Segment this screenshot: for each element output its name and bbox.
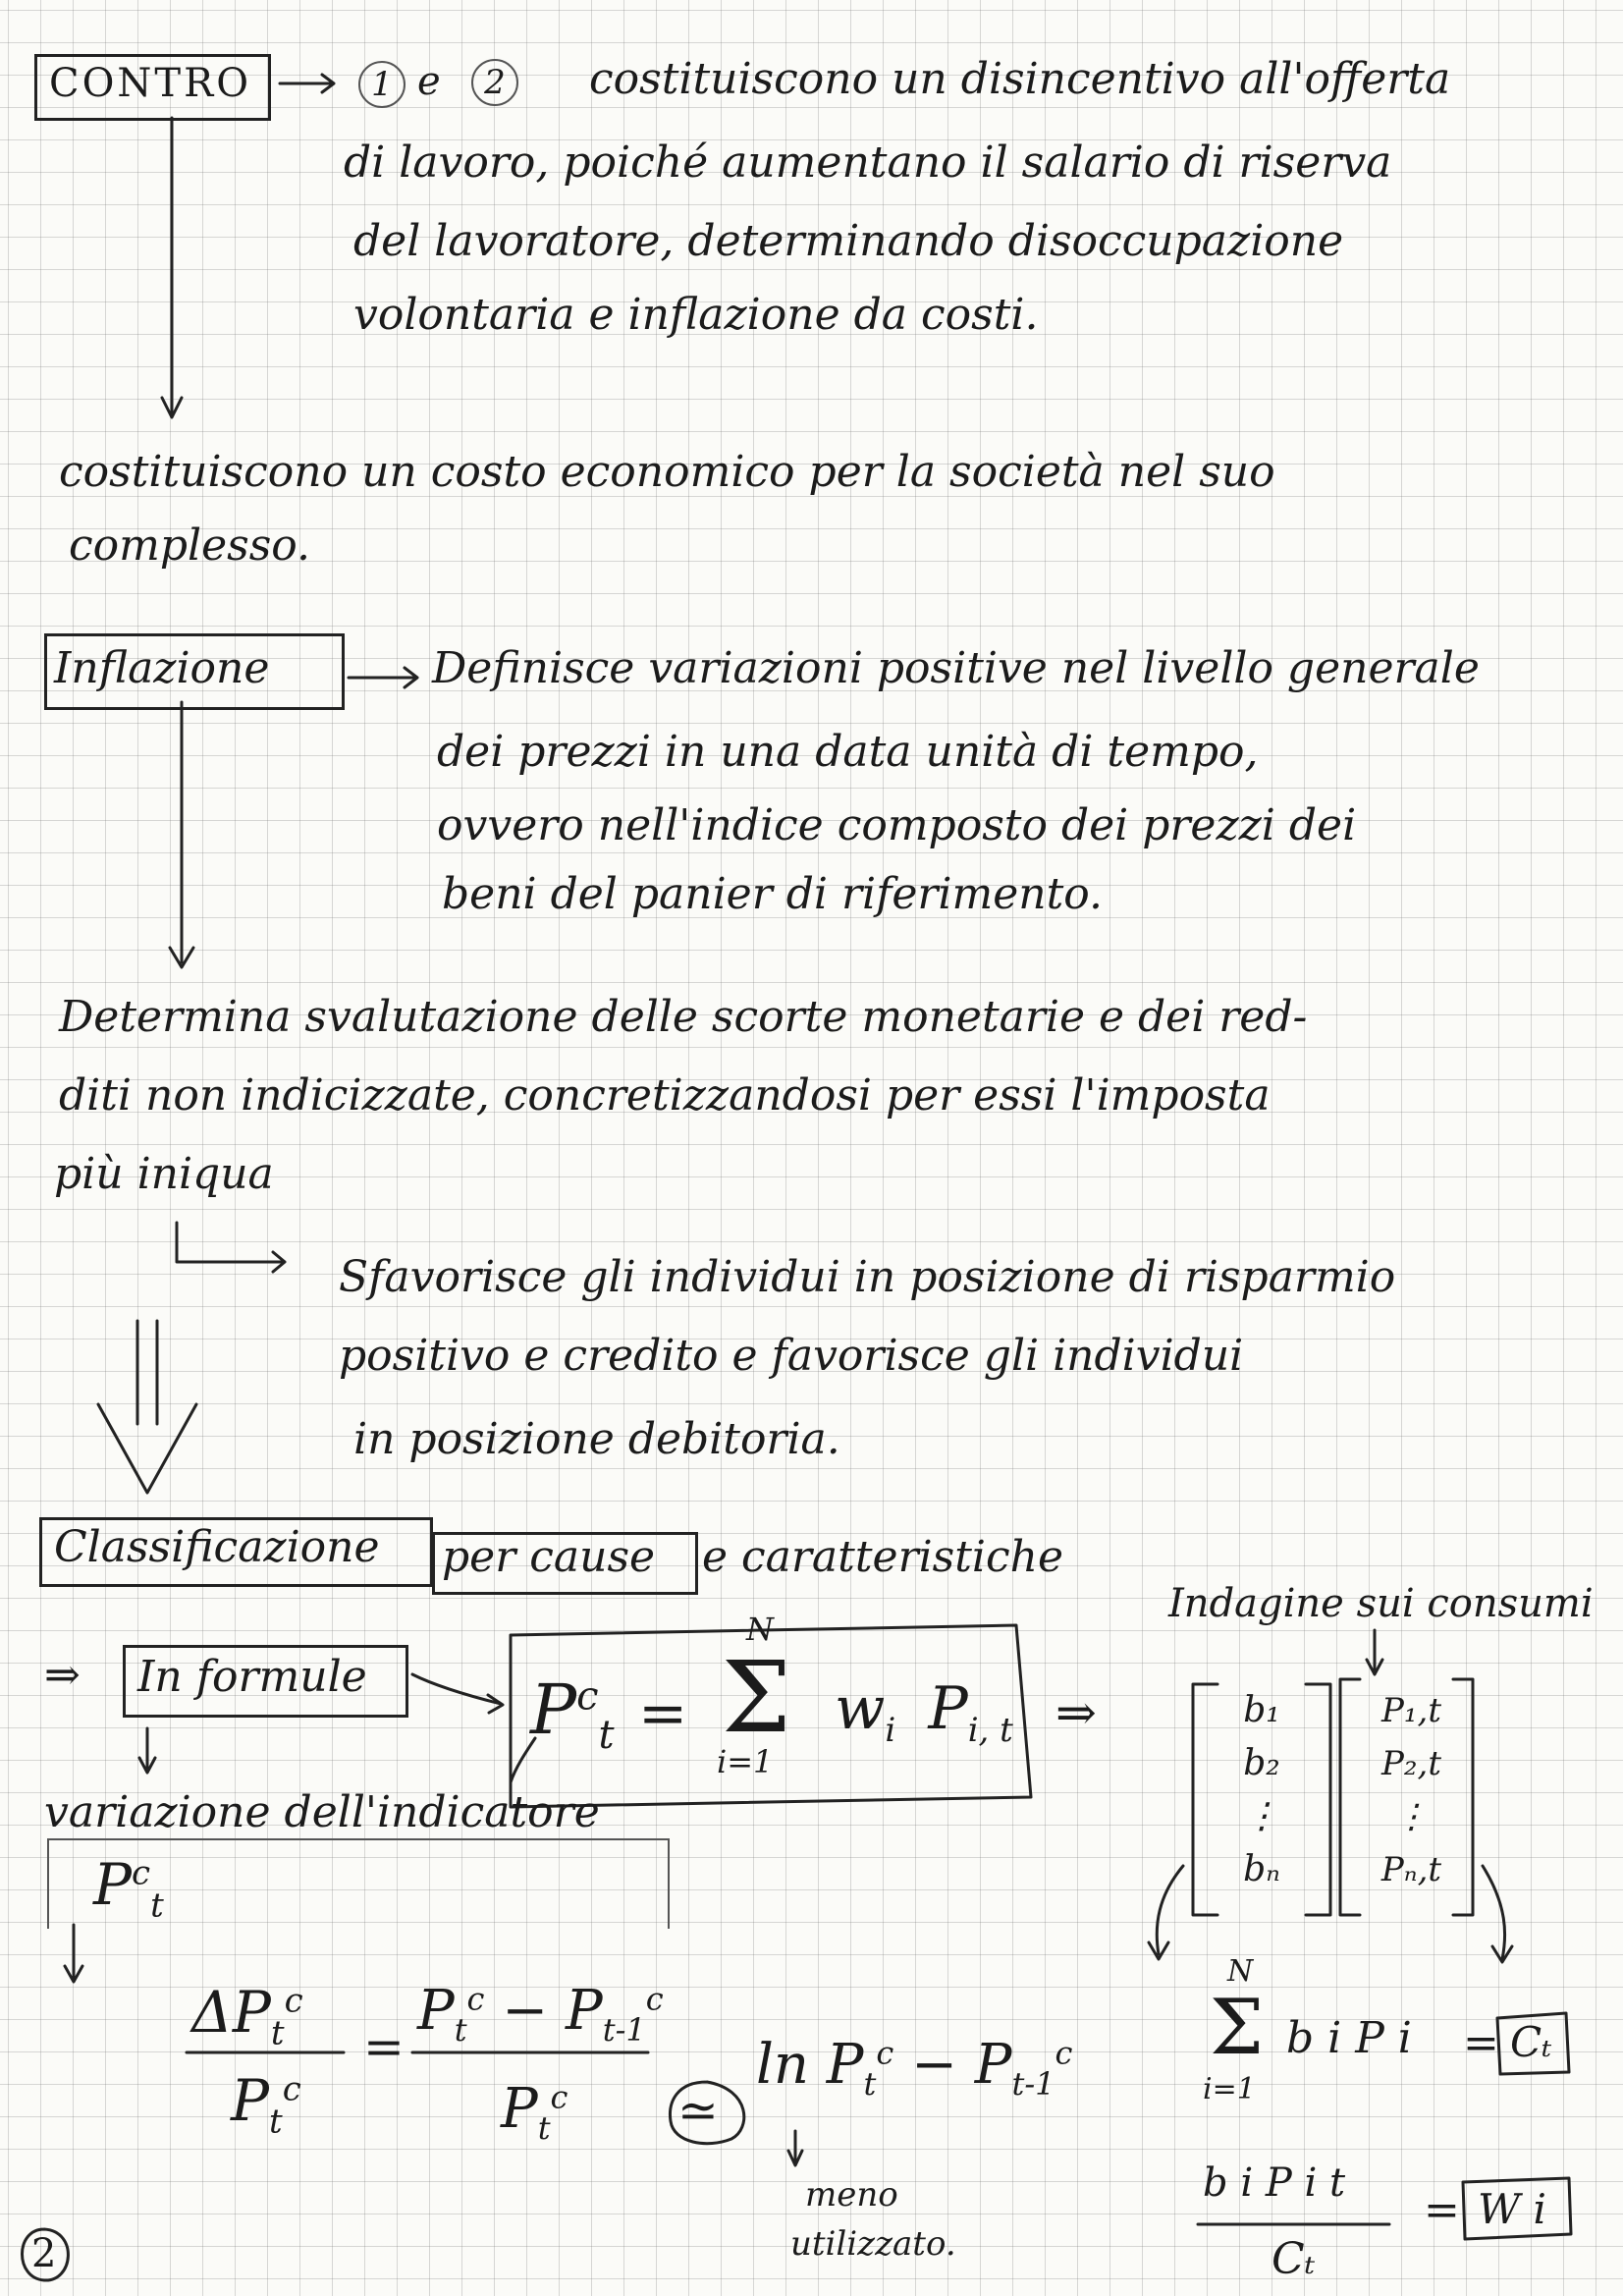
circled-one: 1 bbox=[358, 61, 406, 108]
diff-num-sup-a: c bbox=[466, 1980, 485, 2018]
diff-num-sub-a: t bbox=[454, 2011, 467, 2050]
log-sup-a: c bbox=[876, 2034, 894, 2072]
consequence-line-1: costituiscono un costo economico per la società nel suo bbox=[59, 447, 1275, 497]
vector-p-item-4: Pₙ,t bbox=[1380, 1850, 1442, 1889]
variazione-symbol-sub: t bbox=[150, 1886, 164, 1926]
delta-equals: = bbox=[363, 2018, 405, 2075]
log-sub-a: t bbox=[863, 2065, 877, 2104]
delta-denominator bbox=[231, 2067, 301, 2142]
vector-p bbox=[1365, 1684, 1458, 1896]
formula-sum-bottom: i=1 bbox=[717, 1743, 774, 1780]
contro-line-1: costituiscono un disincentivo all'offerta bbox=[589, 54, 1451, 104]
vector-p-item-3: ⋮ bbox=[1394, 1797, 1429, 1836]
vector-b-item-1: b₁ bbox=[1243, 1690, 1280, 1730]
weight-equals: = bbox=[1424, 2185, 1460, 2235]
inflazione-label: Inflazione bbox=[54, 643, 270, 693]
variazione-symbol-sup: c bbox=[132, 1853, 151, 1893]
favors-line-2: positivo e credito e favorisce gli individui bbox=[339, 1331, 1244, 1381]
formula-lhs-sub: t bbox=[598, 1713, 615, 1758]
delta-numerator bbox=[191, 1979, 303, 2053]
classificazione-rest: e caratteristiche bbox=[702, 1532, 1064, 1582]
contro-line-3: del lavoratore, determinando disoccupazione bbox=[353, 216, 1344, 266]
consequence-line-2: complesso. bbox=[69, 520, 310, 571]
diff-den-p: P bbox=[501, 2077, 538, 2141]
delta-den-sub: t bbox=[269, 2102, 283, 2142]
classificazione-label: Classificazione bbox=[54, 1522, 380, 1572]
formula-term bbox=[835, 1674, 1013, 1750]
weight-denominator: Cₜ bbox=[1271, 2234, 1316, 2284]
log-expression bbox=[756, 2033, 1072, 2103]
note-line-2: utilizzato. bbox=[790, 2224, 956, 2264]
diff-num-b: P bbox=[566, 1979, 603, 2043]
log-minus: − bbox=[911, 2033, 957, 2097]
favors-line-3: in posizione debitoria. bbox=[353, 1414, 840, 1464]
diff-num-sup-b: c bbox=[645, 1980, 664, 2018]
log-sup-b: c bbox=[1055, 2034, 1073, 2072]
connector-e: e bbox=[417, 59, 441, 104]
delta-num-symbol: ΔP bbox=[191, 1979, 271, 2046]
log-ln: ln P bbox=[756, 2033, 864, 2097]
variazione-label: variazione dell'indicatore bbox=[44, 1787, 600, 1837]
indagine-label: Indagine sui consumi bbox=[1168, 1581, 1594, 1626]
indagine-sum-bottom: i=1 bbox=[1203, 2072, 1256, 2106]
formula-equals: = bbox=[638, 1679, 688, 1748]
definition-line-3: ovvero nell'indice composto dei prezzi dei bbox=[437, 800, 1357, 850]
vector-p-item-2: P₂,t bbox=[1381, 1744, 1441, 1783]
formule-label: In formule bbox=[137, 1652, 367, 1702]
formula-sum-top: N bbox=[746, 1611, 774, 1648]
formula-lhs bbox=[530, 1669, 615, 1758]
definition-line-1: Definisce variazioni positive nel livello generale bbox=[432, 643, 1480, 693]
effect-line-2: diti non indicizzate, concretizzandosi per essi l'imposta bbox=[59, 1070, 1271, 1121]
log-p: P bbox=[974, 2033, 1012, 2097]
diff-num-sub-b: t-1 bbox=[602, 2011, 646, 2050]
log-sub-b: t-1 bbox=[1011, 2065, 1055, 2104]
indagine-sum-symbol: Σ bbox=[1210, 1984, 1265, 2072]
contro-line-4: volontaria e inflazione da costi. bbox=[353, 290, 1039, 340]
delta-den-sup: c bbox=[282, 2069, 301, 2109]
diff-numerator bbox=[417, 1979, 664, 2049]
vector-b bbox=[1232, 1684, 1291, 1896]
formula-implies: ⇒ bbox=[1055, 1684, 1097, 1741]
vector-p-item-1: P₁,t bbox=[1381, 1691, 1441, 1730]
formula-price: P bbox=[928, 1674, 968, 1743]
classificazione-by: per cause bbox=[442, 1532, 656, 1582]
circled-two: 2 bbox=[471, 59, 518, 106]
diff-den-sub: t bbox=[537, 2109, 551, 2148]
diff-denominator bbox=[501, 2077, 568, 2147]
delta-num-sub: t bbox=[270, 2013, 285, 2053]
definition-line-4: beni del panier di riferimento. bbox=[442, 869, 1103, 919]
definition-line-2: dei prezzi in una data unità di tempo, bbox=[437, 727, 1259, 777]
formula-lhs-sup: c bbox=[576, 1673, 599, 1720]
approx-symbol: ≃ bbox=[677, 2082, 719, 2139]
diff-num-a: P bbox=[417, 1979, 455, 2043]
formula-lhs-symbol: P bbox=[530, 1669, 577, 1750]
favors-line-1: Sfavorisce gli individui in posizione di risparmio bbox=[339, 1252, 1396, 1302]
weight-result: W i bbox=[1478, 2185, 1546, 2233]
delta-den-symbol: P bbox=[231, 2067, 270, 2134]
formula-term-w: w bbox=[835, 1674, 886, 1743]
delta-num-sup: c bbox=[284, 1981, 303, 2021]
variazione-symbol-p: P bbox=[93, 1851, 133, 1918]
formula-sum-symbol: Σ bbox=[722, 1640, 791, 1755]
vector-b-item-4: bₙ bbox=[1243, 1849, 1280, 1889]
indagine-sum-equals: = bbox=[1463, 2018, 1499, 2068]
page-number: 2 bbox=[31, 2231, 57, 2276]
weight-numerator: b i P i t bbox=[1203, 2160, 1346, 2206]
contro-line-2: di lavoro, poiché aumentano il salario di riserva bbox=[344, 137, 1392, 188]
diff-den-sup: c bbox=[550, 2078, 568, 2116]
variazione-symbol bbox=[93, 1851, 164, 1926]
formula-price-sub: i, t bbox=[967, 1711, 1013, 1750]
contro-label: CONTRO bbox=[49, 61, 251, 106]
effect-line-1: Determina svalutazione delle scorte monetarie e dei red- bbox=[59, 992, 1308, 1042]
indagine-sum-top: N bbox=[1227, 1954, 1254, 1989]
formula-term-sub: i bbox=[885, 1711, 896, 1750]
indagine-sum-term: b i P i bbox=[1286, 2013, 1412, 2063]
note-line-1: meno bbox=[805, 2175, 898, 2214]
effect-line-3: più iniqua bbox=[54, 1149, 274, 1199]
vector-b-item-2: b₂ bbox=[1243, 1743, 1280, 1783]
vector-b-item-3: ⋮ bbox=[1244, 1796, 1279, 1836]
indagine-total: Cₜ bbox=[1510, 2018, 1552, 2066]
diff-minus: − bbox=[502, 1979, 549, 2043]
formule-arrow: ⇒ bbox=[44, 1650, 81, 1700]
